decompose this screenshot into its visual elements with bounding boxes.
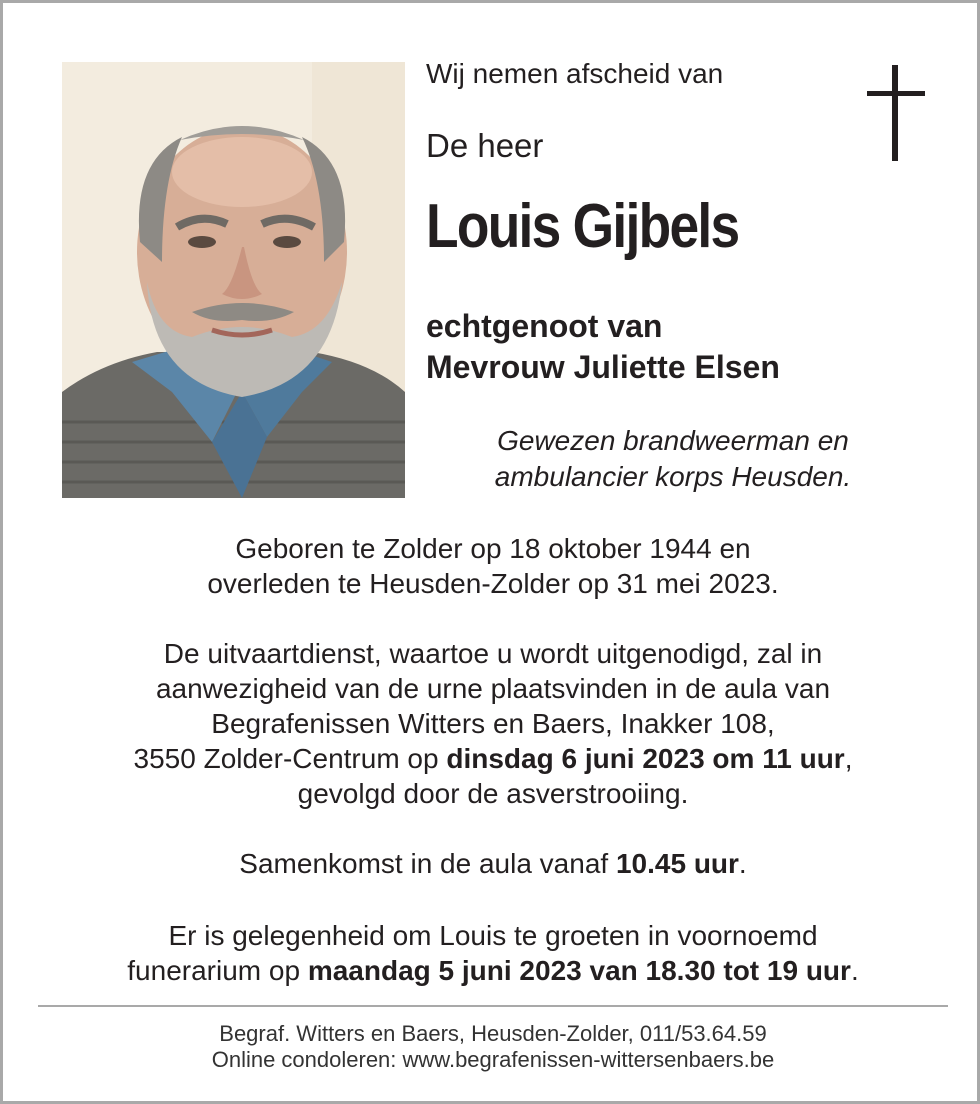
portrait-illustration <box>62 62 405 498</box>
service-line: Begrafenissen Witters en Baers, Inakker 108, <box>211 708 775 739</box>
visitation-block <box>3 918 980 988</box>
occupation-block <box>433 423 913 495</box>
occupation-line: Gewezen brandweerman en <box>497 425 849 456</box>
cross-icon <box>867 65 925 161</box>
service-block <box>3 636 980 811</box>
service-datetime: dinsdag 6 juni 2023 om 11 uur <box>446 743 845 774</box>
visitation-datetime: maandag 5 juni 2023 van 18.30 tot 19 uur <box>307 955 851 986</box>
death-line: overleden te Heusden-Zolder op 31 mei 2023. <box>207 568 779 599</box>
gathering-line: Samenkomst in de aula vanaf 10.45 uur. <box>239 848 747 879</box>
deceased-name: Louis Gijbels <box>426 192 739 261</box>
gathering-time: 10.45 uur <box>615 848 739 879</box>
online-condolence-link[interactable]: Online condoleren: www.begrafenissen-wittersenbaers.be <box>211 1047 775 1072</box>
footer-divider <box>38 1005 948 1007</box>
spouse-block <box>426 306 780 388</box>
birth-death-block <box>3 531 980 601</box>
visitation-datetime-line: funerarium op maandag 5 juni 2023 van 18.30 tot 19 uur. <box>127 955 859 986</box>
spouse-name: Mevrouw Juliette Elsen <box>426 349 780 385</box>
honorific-title: De heer <box>426 127 544 164</box>
intro-text: Wij nemen afscheid van <box>426 58 724 89</box>
service-line: gevolgd door de asverstrooiing. <box>297 778 689 809</box>
footer <box>3 1021 980 1073</box>
service-datetime-line: 3550 Zolder-Centrum op dinsdag 6 juni 2023 om 11 uur, <box>133 743 853 774</box>
portrait-photo <box>62 62 405 498</box>
funeral-home-contact: Begraf. Witters en Baers, Heusden-Zolder, 011/53.64.59 <box>219 1021 767 1046</box>
spouse-relation: echtgenoot van <box>426 308 663 344</box>
service-line: aanwezigheid van de urne plaatsvinden in de aula van <box>155 673 831 704</box>
visitation-line: Er is gelegenheid om Louis te groeten in voornoemd <box>168 920 818 951</box>
gathering-block <box>3 846 980 881</box>
service-line: De uitvaartdienst, waartoe u wordt uitgenodigd, zal in <box>163 638 823 669</box>
occupation-line: ambulancier korps Heusden. <box>494 461 852 492</box>
birth-line: Geboren te Zolder op 18 oktober 1944 en <box>235 533 751 564</box>
